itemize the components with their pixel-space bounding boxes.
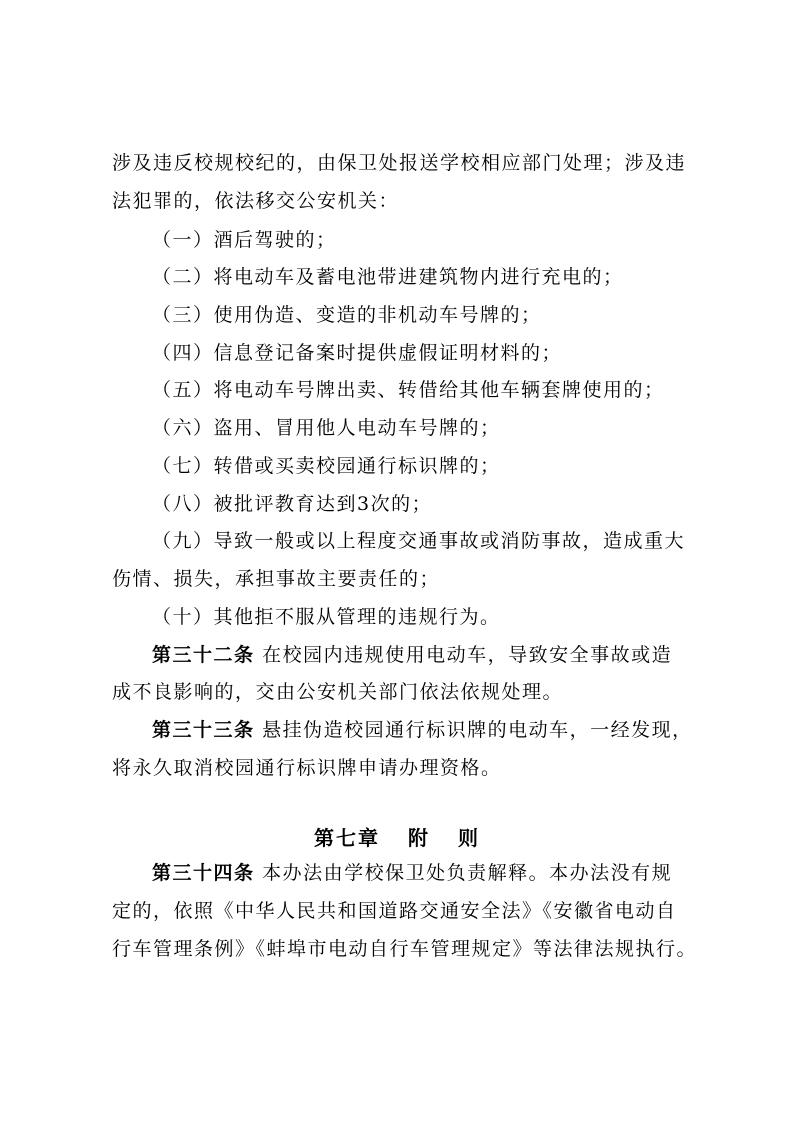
article-34-line2: 定的，依照《中华人民共和国道路交通安全法》《安徽省电动自 <box>112 900 677 922</box>
article-34-line3: 行车管理条例》《蚌埠市电动自行车管理规定》等法律法规执行。 <box>112 938 698 960</box>
article-33-text: 悬挂伪造校园通行标识牌的电动车，一经发现， <box>262 719 693 741</box>
paragraph-line: 法犯罪的，依法移交公安机关： <box>112 190 400 212</box>
article-33-line2: 将永久取消校园通行标识牌申请办理资格。 <box>112 757 502 779</box>
list-item: （二）将电动车及蓄电池带进建筑物内进行充电的； <box>152 266 624 288</box>
article-33-line1 <box>152 718 742 742</box>
article-34-label: 第三十四条 <box>152 862 255 884</box>
chapter-name-char1: 附 <box>408 826 430 850</box>
article-32-label: 第三十二条 <box>152 644 255 666</box>
list-item: （三）使用伪造、变造的非机动车号牌的； <box>152 304 542 326</box>
list-item: （六）盗用、冒用他人电动车号牌的； <box>152 417 501 439</box>
article-34-line1 <box>152 861 742 885</box>
article-33-label: 第三十三条 <box>152 719 255 741</box>
list-item: （八）被批评教育达到3次的； <box>152 493 433 515</box>
paragraph-line: 涉及违反校规校纪的，由保卫处报送学校相应部门处理；涉及违 <box>112 152 687 174</box>
list-item: （七）转借或买卖校园通行标识牌的； <box>152 455 501 477</box>
article-34-text: 本办法由学校保卫处负责解释。本办法没有规 <box>262 862 673 884</box>
list-item-continuation: 伤情、损失，承担事故主要责任的； <box>112 568 441 590</box>
chapter-title <box>0 822 794 851</box>
list-item: （四）信息登记备案时提供虚假证明材料的； <box>152 342 563 364</box>
article-32-line2: 成不良影响的，交由公安机关部门依法依规处理。 <box>112 681 564 703</box>
list-item: （十）其他拒不服从管理的违规行为。 <box>152 606 501 628</box>
chapter-name-char2: 则 <box>458 826 480 850</box>
article-32-text: 在校园内违规使用电动车，导致安全事故或造 <box>262 644 673 666</box>
article-32-line1 <box>152 643 742 667</box>
list-item: （五）将电动车号牌出卖、转借给其他车辆套牌使用的； <box>152 379 665 401</box>
list-item: （一）酒后驾驶的； <box>152 229 337 251</box>
chapter-number: 第七章 <box>314 826 380 850</box>
list-item: （九）导致一般或以上程度交通事故或消防事故，造成重大 <box>152 530 686 552</box>
